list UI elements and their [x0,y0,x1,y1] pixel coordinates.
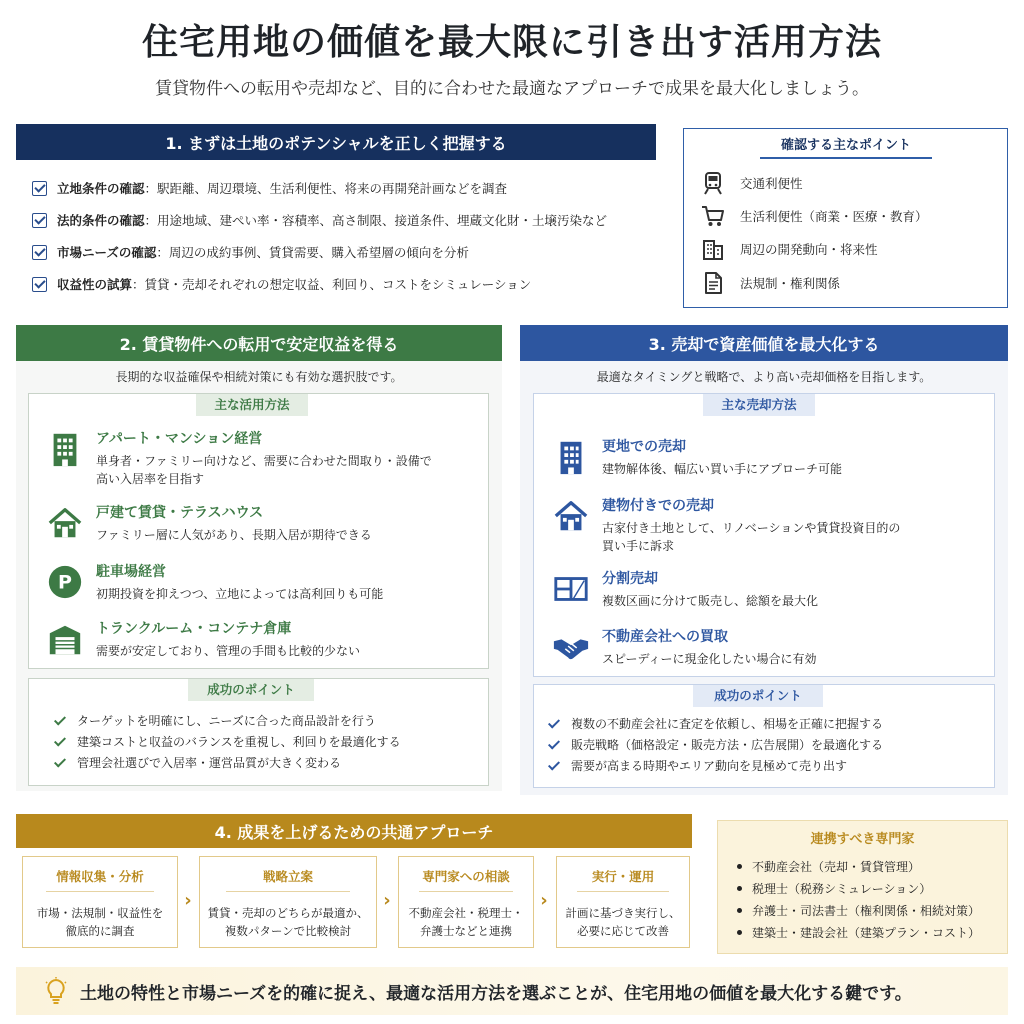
section2-banner: 2. 賃貸物件への転用で安定収益を得る [16,325,502,361]
key-point-item [700,168,1000,198]
method-title: 分割売却 [602,571,658,587]
key-point-item [700,268,1000,298]
section3-success-list [548,713,988,776]
building-icon [552,438,590,476]
checkbox-icon [32,181,47,196]
svg-text:P: P [58,571,72,594]
method-title: 不動産会社への買取 [602,629,728,645]
section1-checklist [32,172,672,300]
method-desc: ファミリー層に人気があり、長期入居が期待できる [96,528,372,542]
success-item: 複数の不動産会社に査定を依頼し、相場を正確に把握する [548,713,988,734]
success-item: 建築コストと収益のバランスを重視し、利回りを最適化する [54,731,484,752]
checklist-item [32,268,672,300]
check-icon [548,719,561,729]
method-item [40,502,480,544]
key-point-item [700,201,1000,231]
step-title: 情報収集・分析 [56,869,144,884]
checklist-text: ：周辺の成約事例、賃貸需要、購入希望層の傾向を分析 [156,245,469,260]
method-desc: 古家付き土地として、リノベーションや賃貸投資目的の 買い手に訴求 [602,521,901,553]
section2-success-title: 成功のポイント [188,679,314,701]
document-icon [700,270,726,296]
footer-banner [16,967,1008,1015]
chevron-right-icon: › [383,890,391,911]
page-subtitle: 賃貸物件への転用や売却など、目的に合わせた最適なアプローチで成果を最大化しましょう。 [155,79,869,99]
checkbox-icon [32,213,47,228]
page-title: 住宅用地の価値を最大限に引き出す活用方法 [141,21,882,63]
checklist-item [32,172,672,204]
method-title: トランクルーム・コンテナ倉庫 [96,621,292,637]
train-icon [700,170,726,196]
section3-lead: 最適なタイミングと戦略で、より高い売却価格を目指します。 [596,370,932,384]
chevron-right-icon: › [184,890,192,911]
success-item: 需要が高まる時期やエリア動向を見極めて売り出す [548,755,988,776]
step-card [556,856,690,948]
checklist-label: 収益性の試算 [57,277,133,292]
key-point-item [700,234,1000,264]
method-item [546,568,986,610]
warehouse-icon [46,620,84,658]
method-desc: 需要が安定しており、管理の手間も比較的少ない [96,644,361,658]
method-item [546,436,986,478]
footer-text: 土地の特性と市場ニーズを的確に捉え、最適な活用方法を選ぶことが、住宅用地の価値を最大化する鍵です。 [80,983,912,1004]
step-title: 専門家への相談 [422,869,510,884]
buildings-icon [700,236,726,262]
section3-methods-title: 主な売却方法 [703,394,815,416]
method-desc: 建物解体後、幅広い買い手にアプローチ可能 [602,462,843,476]
split-lot-icon [552,570,590,608]
checklist-label: 市場ニーズの確認 [57,245,157,260]
chevron-right-icon: › [540,890,548,911]
expert-item: 税理士（税務シミュレーション） [737,878,1005,899]
method-item [40,428,480,488]
checklist-text: ：賃貸・売却それぞれの想定収益、利回り、コストをシミュレーション [132,277,532,292]
method-desc: 複数区画に分けて販売し、総額を最大化 [602,594,819,608]
step-card [199,856,377,948]
section2-lead: 長期的な収益確保や相続対策にも有効な選択肢です。 [115,370,403,384]
success-item: 販売戦略（価格設定・販売方法・広告展開）を最適化する [548,734,988,755]
step-desc: 不動産会社・税理士・ 弁護士などと連携 [408,906,524,939]
section3-success-title: 成功のポイント [693,685,823,707]
section3-banner: 3. 売却で資産価値を最大化する [520,325,1008,361]
house-icon [46,504,84,542]
section2-methods-title: 主な活用方法 [196,394,308,416]
check-icon [54,758,67,768]
checklist-label: 法的条件の確認 [57,213,145,228]
method-desc: 初期投資を抑えつつ、立地によっては高利回りも可能 [96,587,384,601]
experts-title: 連携すべき専門家 [810,832,915,847]
lightbulb-icon [44,977,68,1005]
check-icon [54,716,67,726]
cart-icon [700,203,726,229]
checklist-item [32,236,672,268]
success-item: 管理会社選びで入居率・運営品質が大きく変わる [54,752,484,773]
method-title: 建物付きでの売却 [602,498,714,514]
check-icon [548,761,561,771]
key-point-label: 周辺の開発動向・将来性 [740,242,878,257]
house-icon [552,497,590,535]
apartment-icon [46,430,84,468]
method-title: アパート・マンション経営 [96,431,263,447]
method-title: 駐車場経営 [96,564,166,580]
key-points-title: 確認する主なポイント [760,134,932,159]
step-desc: 賃貸・売却のどちらが最適か、 複数パターンで比較検討 [207,906,369,939]
expert-item: 不動産会社（売却・賃貸管理） [737,856,1005,877]
method-title: 更地での売却 [602,439,686,455]
check-icon [548,740,561,750]
key-point-label: 法規制・権利関係 [740,276,841,291]
checklist-item [32,204,672,236]
step-desc: 計画に基づき実行し、 必要に応じて改善 [565,906,681,939]
section2-success-list [54,710,484,773]
step-card [398,856,534,948]
method-title: 戸建て賃貸・テラスハウス [96,505,264,521]
key-point-label: 生活利便性（商業・医療・教育） [740,209,928,224]
checkbox-icon [32,277,47,292]
method-desc: スピーディーに現金化したい場合に有効 [602,652,817,666]
handshake-icon [552,628,590,666]
method-item [546,626,986,668]
key-point-label: 交通利便性 [740,176,803,191]
checklist-text: ：駅距離、周辺環境、生活利便性、将来の再開発計画などを調査 [144,181,508,196]
method-item [546,495,986,555]
method-item [40,618,480,660]
check-icon [54,737,67,747]
expert-item: 弁護士・司法書士（権利関係・相続対策） [737,900,1005,921]
method-desc: 単身者・ファミリー向けなど、需要に合わせた間取り・設備で 高い入居率を目指す [96,454,432,486]
expert-item: 建築士・建設会社（建築プラン・コスト） [737,922,1005,943]
checklist-text: ：用途地域、建ぺい率・容積率、高さ制限、接道条件、埋蔵文化財・土壌汚染など [144,213,608,228]
method-item [40,561,480,603]
section4-banner: 4. 成果を上げるための共通アプローチ [16,814,692,848]
step-title: 実行・運用 [591,869,655,884]
success-item: ターゲットを明確にし、ニーズに合った商品設計を行う [54,710,484,731]
section1-banner: 1. まずは土地のポテンシャルを正しく把握する [16,124,656,160]
step-desc: 市場・法規制・収益性を 徹底的に調査 [36,906,164,939]
checkbox-icon [32,245,47,260]
step-card [22,856,178,948]
step-title: 戦略立案 [262,869,313,884]
parking-icon [46,563,84,601]
checklist-label: 立地条件の確認 [57,181,145,196]
